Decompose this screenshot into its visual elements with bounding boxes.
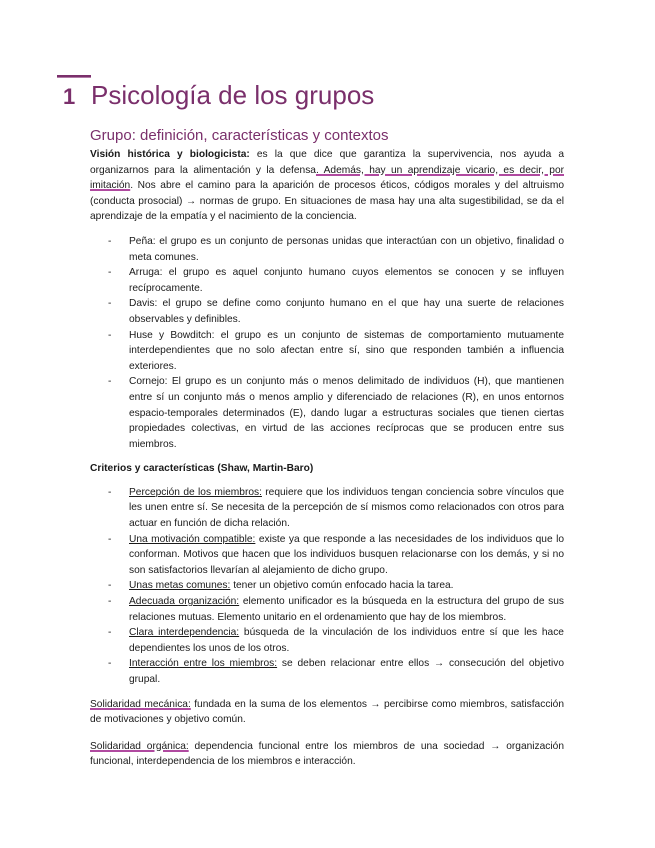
criteria-list [90, 485, 564, 688]
criteria-heading: Criterios y características (Shaw, Martin-Baro) [90, 463, 314, 475]
criteria-term: Una motivación compatible: [129, 533, 256, 545]
solidarity-mechanical: Solidaridad mecánica: fundada en la suma de los elementos → percibirse como miembros, satisfacción de motivaciones y objetivo común. [90, 698, 565, 726]
list-item: - Clara interdependencia: búsqueda de la vinculación de los individuos entre sí que les hace dependientes los unos de los otros. [108, 627, 564, 654]
solidarity-organic: Solidaridad orgánica: dependencia funcional entre los miembros de una sociedad → organización funcional, interdependencia de los miembros e interacción. [90, 740, 564, 768]
intro-label: Visión histórica y biologicista: [90, 149, 250, 160]
criteria-term: Adecuada organización: [129, 596, 240, 608]
chapter-number: 1 [63, 84, 76, 109]
list-item: - Arruga: el grupo es aquel conjunto humano cuyos elementos se conocen y se influyen recíprocamente. [108, 267, 564, 294]
list-item: - Interacción entre los miembros: se deben relacionar entre ellos → consecución del objetivo grupal. [108, 658, 564, 685]
list-item: - Davis: el grupo se define como conjunto humano en el que hay una suerte de relaciones observables y definibles. [108, 298, 564, 325]
criteria-term: Interacción entre los miembros: [129, 658, 278, 670]
intro-text-b: . Nos abre el camino para la aparición de procesos éticos, códigos morales y del altruismo (conducta prosocial) → normas de grupo. En situaciones de masa hay una alta sugestibilidad, se da el aprendizaje de la empatía y el nacimiento de la conciencia. [90, 180, 564, 223]
intro-highlight: . Además, hay un aprendizaje vicario, es decir, por imitación [90, 164, 564, 192]
definitions-list [90, 234, 564, 452]
section-heading: Grupo: definición, características y contextos [90, 127, 389, 144]
page-title [63, 78, 374, 114]
solidarity-mechanical-term: Solidaridad mecánica: [90, 698, 191, 710]
list-item: - Huse y Bowditch: el grupo es un conjunto de sistemas de comportamiento mutuamente interdependientes que no solo afectan entre sí, sino que responden también a influencia exteriores. [108, 329, 564, 372]
list-item: - Una motivación compatible: existe ya que responde a las necesidades de los individuos que lo conforman. Motivos que hacen que los individuos busquen relacionarse con los demás, y si no son satisfactorios llevarían al alejamiento de dicho grupo. [108, 533, 564, 576]
criteria-term: Percepción de los miembros: [129, 486, 262, 498]
list-item: - Peña: el grupo es un conjunto de personas unidas que interactúan con un objetivo, finalidad o meta comunes. [108, 235, 564, 263]
list-item: - Cornejo: El grupo es un conjunto más o menos delimitado de individuos (H), que mantienen entre sí un conjunto más o menos amplio y diferenciado de relaciones (R), en unos entornos espacio-temporales determinados (E), dando lugar a estructuras sociales que tienen ciertas propiedades colectivas, en virtud de las acciones recíprocas que se producen entre sus miembros. [108, 376, 564, 450]
document-body [90, 126, 564, 770]
intro-paragraph [90, 147, 564, 225]
criteria-term: Clara interdependencia: [129, 627, 240, 639]
criteria-term: Unas metas comunes: [129, 580, 231, 592]
list-item: - Percepción de los miembros: requiere que los individuos tengan conciencia sobre vínculos que les unen entre sí. Se necesita de la percepción de sí mismos como relacionados con otros para actuar en función de dicha relación. [108, 486, 564, 530]
solidarity-organic-term: Solidaridad orgánica: [90, 740, 189, 752]
intro-text-a: es la que dice que garantiza la supervivencia, nos ayuda a organizarnos para la alimentación y la defensa [90, 149, 565, 176]
chapter-title: Psicología de los grupos [91, 80, 375, 110]
list-item: - Unas metas comunes: tener un objetivo común enfocado hacia la tarea. [108, 580, 454, 592]
list-item: - Adecuada organización: elemento unificador es la búsqueda en la estructura del grupo de sus relaciones mutuas. Elemento unitario en el ordenamiento que hay de los miembros. [108, 596, 565, 623]
